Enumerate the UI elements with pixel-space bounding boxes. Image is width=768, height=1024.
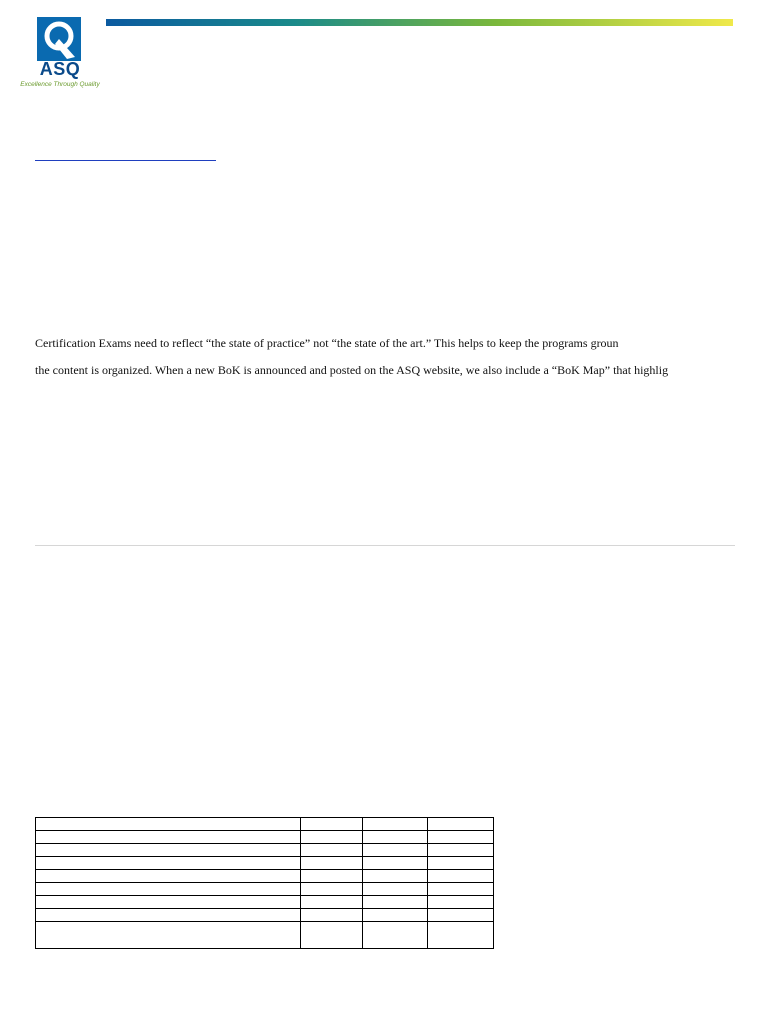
logo-wordmark: ASQ bbox=[39, 59, 81, 79]
table-cell bbox=[301, 922, 363, 949]
table-cell bbox=[428, 922, 494, 949]
table-row bbox=[36, 844, 494, 857]
table-row bbox=[36, 857, 494, 870]
header-gradient-bar bbox=[106, 19, 733, 26]
table-cell bbox=[36, 857, 301, 870]
data-table bbox=[35, 817, 494, 949]
table-row bbox=[36, 883, 494, 896]
table-cell bbox=[36, 896, 301, 909]
table-cell bbox=[363, 857, 428, 870]
section-divider bbox=[35, 545, 735, 546]
table-cell bbox=[301, 818, 363, 831]
logo-tagline: Excellence Through Quality bbox=[20, 81, 100, 88]
table-cell bbox=[301, 844, 363, 857]
body-paragraph-2: the content is organized. When a new BoK is announced and posted on the ASQ website, we also include a “BoK Map” that highlig bbox=[35, 363, 669, 377]
table-cell bbox=[363, 896, 428, 909]
table-cell bbox=[363, 883, 428, 896]
table-cell bbox=[301, 909, 363, 922]
table-cell bbox=[36, 909, 301, 922]
table-row bbox=[36, 896, 494, 909]
table-cell bbox=[36, 922, 301, 949]
table-cell bbox=[428, 831, 494, 844]
top-link[interactable] bbox=[35, 150, 216, 161]
table-cell bbox=[301, 883, 363, 896]
table-cell bbox=[428, 896, 494, 909]
table-row bbox=[36, 909, 494, 922]
table-cell bbox=[301, 831, 363, 844]
table-cell bbox=[36, 818, 301, 831]
table-cell bbox=[36, 831, 301, 844]
table-cell bbox=[363, 870, 428, 883]
table-cell bbox=[301, 857, 363, 870]
table-cell bbox=[301, 870, 363, 883]
table-cell bbox=[36, 844, 301, 857]
table-row bbox=[36, 831, 494, 844]
table-cell bbox=[428, 857, 494, 870]
table-cell bbox=[428, 818, 494, 831]
table-cell bbox=[36, 870, 301, 883]
table-cell bbox=[301, 896, 363, 909]
table-cell bbox=[363, 831, 428, 844]
table-cell bbox=[428, 883, 494, 896]
table-row bbox=[36, 922, 494, 949]
table-row bbox=[36, 818, 494, 831]
table-cell bbox=[363, 909, 428, 922]
table-cell bbox=[428, 909, 494, 922]
table-cell bbox=[428, 844, 494, 857]
table-cell bbox=[363, 922, 428, 949]
body-paragraph-1: Certification Exams need to reflect “the state of practice” not “the state of the art.” This helps to keep the programs groun bbox=[35, 336, 619, 350]
asq-logo[interactable] bbox=[20, 17, 100, 93]
table-cell bbox=[363, 844, 428, 857]
asq-q-icon bbox=[37, 17, 81, 61]
table-cell bbox=[428, 870, 494, 883]
table-cell bbox=[36, 883, 301, 896]
table-cell bbox=[363, 818, 428, 831]
table-row bbox=[36, 870, 494, 883]
